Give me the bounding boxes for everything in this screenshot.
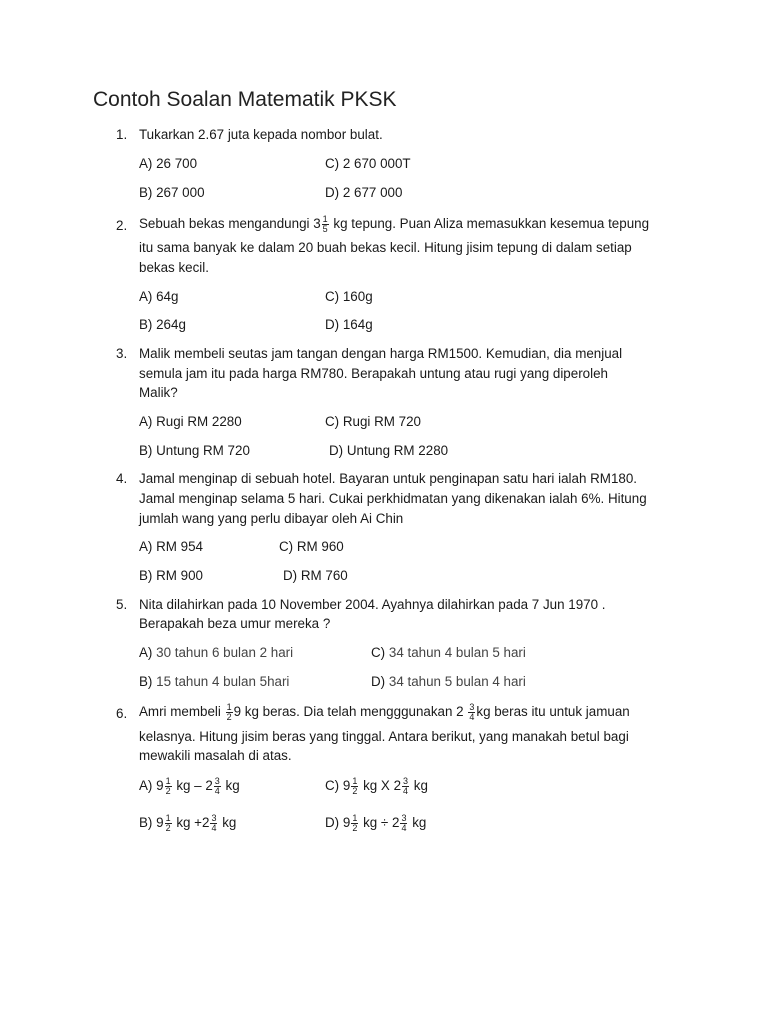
option-d: D) 9 $\frac{1}{2}$ kg ÷ 2 $\frac{3}{4}$ kg bbox=[325, 812, 427, 833]
option-b: B) Untung RM 720 bbox=[139, 443, 250, 458]
question-text: Amri membeli $\frac{1}{2}$ 9 kg beras. Dia telah mengggunakan 2 $\frac{3}{4}$ kg beras itu untuk jamuan bbox=[139, 701, 630, 722]
question-number: 4. bbox=[116, 471, 128, 486]
question-text: Malik membeli seutas jam tangan dengan harga RM1500. Kemudian, dia menjual bbox=[139, 346, 623, 361]
option-b: B) RM 900 bbox=[139, 568, 203, 583]
option-d: D) 164g bbox=[325, 317, 373, 332]
fraction: $\frac{3}{4}$ bbox=[401, 812, 407, 833]
option-a: A) RM 954 bbox=[139, 539, 203, 554]
option-c: C) 160g bbox=[325, 289, 373, 304]
question-text: Tukarkan 2.67 juta kepada nombor bulat. bbox=[139, 127, 383, 142]
question-text: jumlah wang yang perlu dibayar oleh Ai Chin bbox=[139, 511, 404, 526]
fraction: $\frac{1}{2}$ bbox=[165, 812, 171, 833]
question-number: 5. bbox=[116, 597, 128, 612]
option-c: C) RM 960 bbox=[279, 539, 344, 554]
fraction: $\frac{1}{2}$ bbox=[165, 775, 171, 796]
option-b: B) 264g bbox=[139, 317, 186, 332]
fraction: $\frac{3}{4}$ bbox=[214, 775, 220, 796]
option-b: B) 267 000 bbox=[139, 185, 205, 200]
question-number: 6. bbox=[116, 706, 128, 721]
question-number: 2. bbox=[116, 218, 128, 233]
option-d: D) 34 tahun 5 bulan 4 hari bbox=[371, 674, 526, 689]
question-text: Jamal menginap di sebuah hotel. Bayaran untuk penginapan satu hari ialah RM180. bbox=[139, 471, 638, 486]
option-d: D) RM 760 bbox=[283, 568, 348, 583]
option-a: A) 64g bbox=[139, 289, 179, 304]
option-a: A) Rugi RM 2280 bbox=[139, 414, 242, 429]
question-text: Sebuah bekas mengandungi 3 $\frac{1}{5}$ kg tepung. Puan Aliza memasukkan kesemua tepung bbox=[139, 213, 650, 234]
fraction: $\frac{3}{4}$ bbox=[211, 812, 217, 833]
option-c: C) 34 tahun 4 bulan 5 hari bbox=[371, 645, 526, 660]
option-a: A) 9 $\frac{1}{2}$ kg – 2 $\frac{3}{4}$ kg bbox=[139, 775, 240, 796]
question-text: Jamal menginap selama 5 hari. Cukai perkhidmatan yang dikenakan ialah 6%. Hitung bbox=[139, 491, 647, 506]
fraction: $\frac{1}{2}$ bbox=[352, 775, 358, 796]
fraction: $\frac{3}{4}$ bbox=[403, 775, 409, 796]
question-text: mewakili masalah di atas. bbox=[139, 748, 292, 763]
question-text: itu sama banyak ke dalam 20 buah bekas kecil. Hitung jisim tepung di dalam setiap bbox=[139, 240, 632, 255]
option-d: D) Untung RM 2280 bbox=[329, 443, 449, 458]
option-a: A) 30 tahun 6 bulan 2 hari bbox=[139, 645, 294, 660]
option-d: D) 2 677 000 bbox=[325, 185, 403, 200]
question-text: bekas kecil. bbox=[139, 260, 209, 275]
fraction: $\frac{1}{2}$ bbox=[352, 812, 358, 833]
question-text: Malik? bbox=[139, 385, 178, 400]
question-number: 1. bbox=[116, 127, 128, 142]
question-text: semula jam itu pada harga RM780. Berapakah untung atau rugi yang diperoleh bbox=[139, 366, 608, 381]
fraction: $\frac{3}{4}$ bbox=[469, 701, 475, 722]
question-text: Nita dilahirkan pada 10 November 2004. Ayahnya dilahirkan pada 7 Jun 1970 . bbox=[139, 597, 606, 612]
question-text: Berapakah beza umur mereka ? bbox=[139, 616, 331, 631]
option-c: C) 2 670 000T bbox=[325, 156, 411, 171]
option-a: A) 26 700 bbox=[139, 156, 198, 171]
fraction: $\frac{1}{2}$ bbox=[226, 701, 232, 722]
option-b: B) 15 tahun 4 bulan 5hari bbox=[139, 674, 290, 689]
option-c: C) Rugi RM 720 bbox=[325, 414, 421, 429]
option-c: C) 9 $\frac{1}{2}$ kg X 2 $\frac{3}{4}$ kg bbox=[325, 775, 428, 796]
page-title: Contoh Soalan Matematik PKSK bbox=[93, 88, 397, 111]
question-number: 3. bbox=[116, 346, 128, 361]
question-text: kelasnya. Hitung jisim beras yang tinggal. Antara berikut, yang manakah betul bagi bbox=[139, 729, 629, 744]
fraction: $\frac{1}{5}$ bbox=[322, 213, 328, 234]
option-b: B) 9 $\frac{1}{2}$ kg +2 $\frac{3}{4}$ kg bbox=[139, 812, 237, 833]
